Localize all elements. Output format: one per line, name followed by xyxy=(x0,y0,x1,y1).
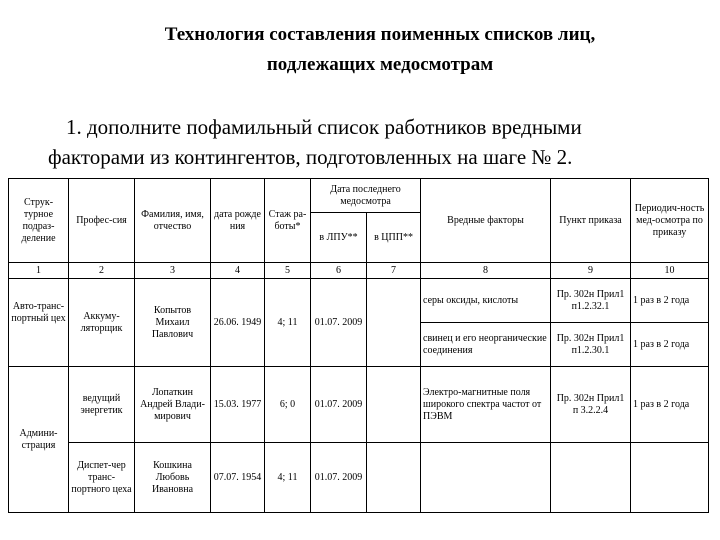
order-cell xyxy=(551,443,631,513)
experience-cell: 4; 11 xyxy=(265,279,311,367)
header-row-1 xyxy=(9,179,709,213)
header-last-exam: Дата последнего медосмотра xyxy=(311,179,421,213)
factor-cell: свинец и его неорганические соединения xyxy=(421,323,551,367)
page-title xyxy=(0,20,720,80)
header-name: Фамилия, имя, отчество xyxy=(135,179,211,263)
col-number: 2 xyxy=(69,263,135,279)
profession-cell: Аккуму-ляторщик xyxy=(69,279,135,367)
period-cell: 1 раз в 2 года xyxy=(631,367,709,443)
table-row xyxy=(9,367,709,443)
header-last-exam-cpp: в ЦПП** xyxy=(367,213,421,263)
period-cell: 1 раз в 2 года xyxy=(631,323,709,367)
col-number: 8 xyxy=(421,263,551,279)
birth-cell: 26.06. 1949 xyxy=(211,279,265,367)
factor-cell xyxy=(421,443,551,513)
experience-cell: 6; 0 xyxy=(265,367,311,443)
header-factors: Вредные факторы xyxy=(421,179,551,263)
experience-cell: 4; 11 xyxy=(265,443,311,513)
header-last-exam-lpu: в ЛПУ** xyxy=(311,213,367,263)
instruction-line-2: факторами из контингентов, подготовленных на шаге № 2. xyxy=(48,145,573,169)
factor-cell: серы оксиды, кислоты xyxy=(421,279,551,323)
instruction-line-1: 1. дополните пофамильный список работников вредными xyxy=(66,115,582,139)
col-number: 10 xyxy=(631,263,709,279)
header-profession: Профес-сия xyxy=(69,179,135,263)
order-cell: Пр. 302н Прил1 п 3.2.2.4 xyxy=(551,367,631,443)
header-experience: Стаж ра-боты* xyxy=(265,179,311,263)
order-cell: Пр. 302н Прил1 п1.2.32.1 xyxy=(551,279,631,323)
table-row xyxy=(9,443,709,513)
cpp-cell xyxy=(367,443,421,513)
cpp-cell xyxy=(367,279,421,367)
employees-table xyxy=(8,178,709,513)
col-number: 4 xyxy=(211,263,265,279)
col-number: 5 xyxy=(265,263,311,279)
factor-cell: Электро-магнитные поля широкого спектра частот от ПЭВМ xyxy=(421,367,551,443)
name-cell: Лопаткин Андрей Влади-мирович xyxy=(135,367,211,443)
name-cell: Кошкина Любовь Ивановна xyxy=(135,443,211,513)
lpu-cell: 01.07. 2009 xyxy=(311,443,367,513)
period-cell: 1 раз в 2 года xyxy=(631,279,709,323)
profession-cell: Диспет-чер транс-портного цеха xyxy=(69,443,135,513)
col-number: 3 xyxy=(135,263,211,279)
name-cell: Копытов Михаил Павлович xyxy=(135,279,211,367)
instruction-text xyxy=(30,112,690,172)
col-number: 6 xyxy=(311,263,367,279)
profession-cell: ведущий энергетик xyxy=(69,367,135,443)
col-number: 9 xyxy=(551,263,631,279)
header-birth: дата рожде ния xyxy=(211,179,265,263)
col-number: 1 xyxy=(9,263,69,279)
dept-transport: Авто-транс-портный цех xyxy=(9,279,69,367)
title-line-2: подлежащих медосмотрам xyxy=(266,54,494,75)
birth-cell: 07.07. 1954 xyxy=(211,443,265,513)
col-number: 7 xyxy=(367,263,421,279)
header-periodicity: Периодич-ность мед-осмотра по приказу xyxy=(631,179,709,263)
lpu-cell: 01.07. 2009 xyxy=(311,367,367,443)
birth-cell: 15.03. 1977 xyxy=(211,367,265,443)
column-numbers-row xyxy=(9,263,709,279)
period-cell xyxy=(631,443,709,513)
title-line-1: Технология составления поименных списков лиц, xyxy=(164,24,596,45)
lpu-cell: 01.07. 2009 xyxy=(311,279,367,367)
order-cell: Пр. 302н Прил1 п1.2.30.1 xyxy=(551,323,631,367)
dept-admin: Админи-страция xyxy=(9,367,69,513)
cpp-cell xyxy=(367,367,421,443)
header-dept: Струк-турное подраз-деление xyxy=(9,179,69,263)
header-order-item: Пункт приказа xyxy=(551,179,631,263)
table-row xyxy=(9,279,709,323)
